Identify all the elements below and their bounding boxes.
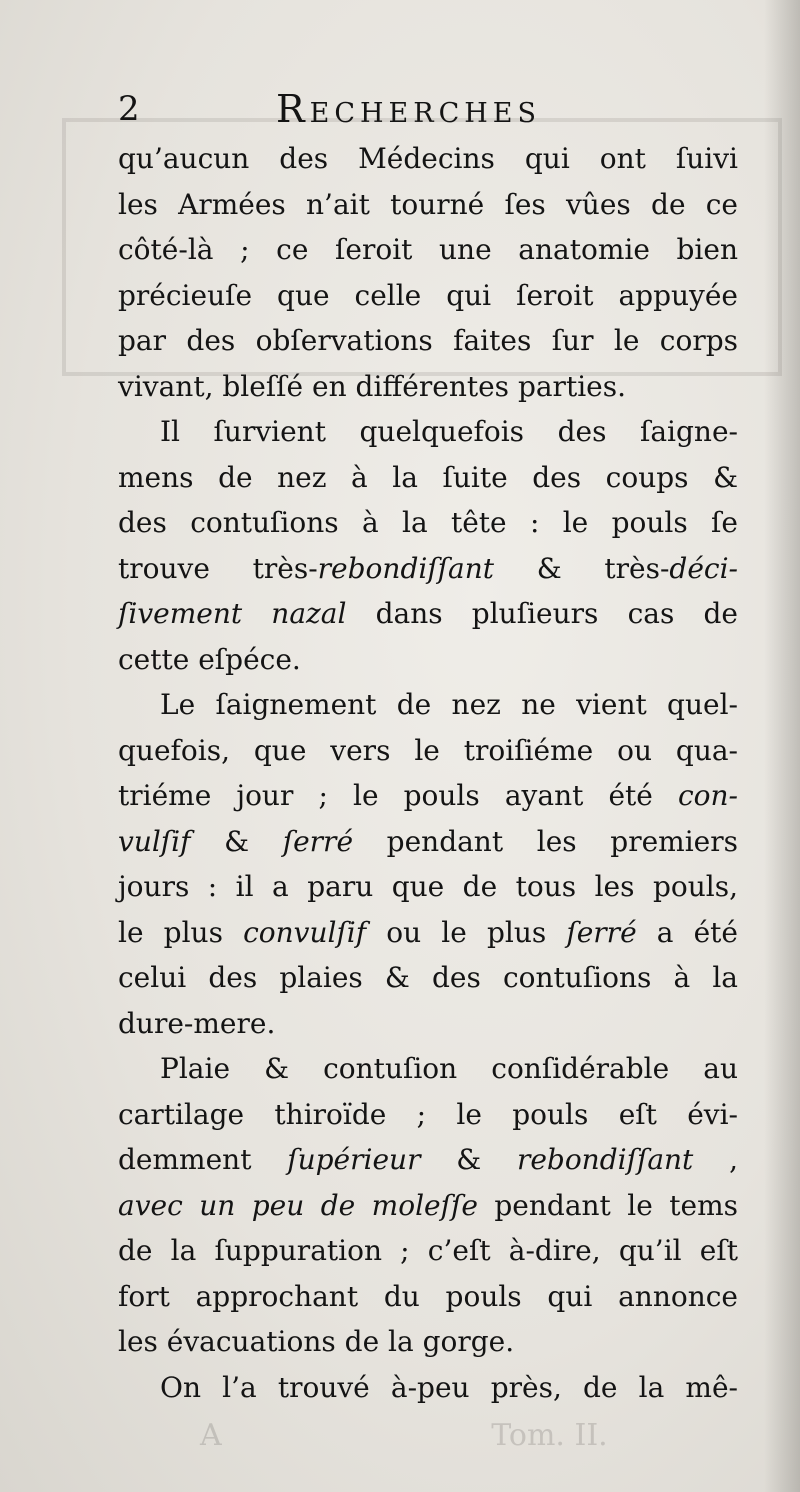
text-line: les évacuations de la gorge. — [118, 1325, 515, 1358]
text-line: des contuſions à la tête : le pouls ſe — [118, 506, 738, 539]
text-line — [118, 1137, 738, 1183]
text-run: demment — [118, 1143, 252, 1176]
text-line: qu’aucun des Médecins qui ont ſuivi — [118, 142, 738, 175]
text-run: trouve très- — [118, 551, 318, 585]
text-line — [118, 819, 738, 865]
text-line — [118, 546, 738, 592]
italic-term: ſupérieur — [251, 1143, 421, 1176]
text-line: cette eſpéce. — [118, 642, 301, 676]
text-line — [118, 910, 738, 956]
text-line: vivant, bleſſé en différentes parties. — [118, 369, 626, 403]
text-run: pendant les premiers — [353, 824, 738, 858]
text-run: , — [693, 1143, 738, 1176]
text-run: ou le plus — [366, 915, 567, 949]
text-line: côté-là ; ce ſeroit une anatomie bien — [118, 233, 738, 266]
page-header — [118, 86, 738, 132]
page-number: 2 — [118, 89, 140, 129]
italic-term: convulſif — [222, 915, 367, 949]
text-run: & — [420, 1143, 517, 1176]
italic-term: rebondiſſant — [317, 551, 495, 585]
faint-signature — [200, 1418, 608, 1453]
text-line: mens de nez à la ſuite des coups & — [118, 460, 738, 494]
text-line: jours : il a paru que de tous les pouls, — [118, 870, 738, 903]
italic-term: vulſif — [118, 824, 191, 858]
text-line: les Armées n’ait tourné ſes vûes de ce — [118, 187, 738, 221]
text-line: Plaie & contuſion conſidérable au — [160, 1052, 738, 1085]
text-run: triéme jour ; le pouls ayant été — [118, 779, 653, 812]
running-head: Recherches — [276, 87, 541, 131]
italic-term: ſivement nazal — [118, 597, 347, 630]
italic-term: ſerré — [566, 915, 637, 949]
text-line: quefois, que vers le troiſiéme ou qua- — [118, 733, 738, 767]
italic-term: avec un peu de moleſſe — [118, 1188, 478, 1222]
text-run: pendant le tems — [477, 1188, 738, 1222]
text-run: & — [190, 824, 283, 858]
text-line: celui des plaies & des contuſions à la — [118, 961, 738, 994]
italic-term: rebondiſſant — [516, 1143, 694, 1176]
signature-text: Tom. II. — [491, 1418, 608, 1453]
italic-term: déci- — [669, 551, 739, 585]
signature-letter: A — [200, 1418, 222, 1453]
text-line — [118, 591, 738, 637]
text-run: le plus — [118, 915, 223, 949]
text-line — [118, 1183, 738, 1229]
text-run: a été — [636, 915, 738, 949]
text-line: de la ſuppuration ; c’eſt à-dire, qu’il eſt — [118, 1234, 738, 1267]
text-run: dans pluſieurs cas de — [346, 597, 738, 630]
text-line: fort approchant du pouls qui annonce — [118, 1279, 738, 1313]
text-line: dure-mere. — [118, 1006, 276, 1040]
italic-term: con- — [652, 779, 738, 812]
gutter-shadow — [764, 0, 800, 1492]
text-run: & très- — [494, 551, 670, 585]
text-line: Il ſurvient quelquefois des ſaigne- — [160, 415, 738, 448]
text-line: cartilage thiroïde ; le pouls eſt évi- — [118, 1097, 738, 1131]
body-text — [118, 136, 738, 1410]
text-line: On l’a trouvé à-peu près, de la mê- — [160, 1370, 738, 1404]
text-line: Le ſaignement de nez ne vient quel- — [160, 688, 738, 721]
text-line: précieuſe que celle qui ſeroit appuyée — [118, 278, 738, 312]
text-line: par des obſervations faites ſur le corps — [118, 324, 738, 357]
italic-term: ſerré — [282, 824, 354, 858]
text-line — [118, 773, 738, 819]
